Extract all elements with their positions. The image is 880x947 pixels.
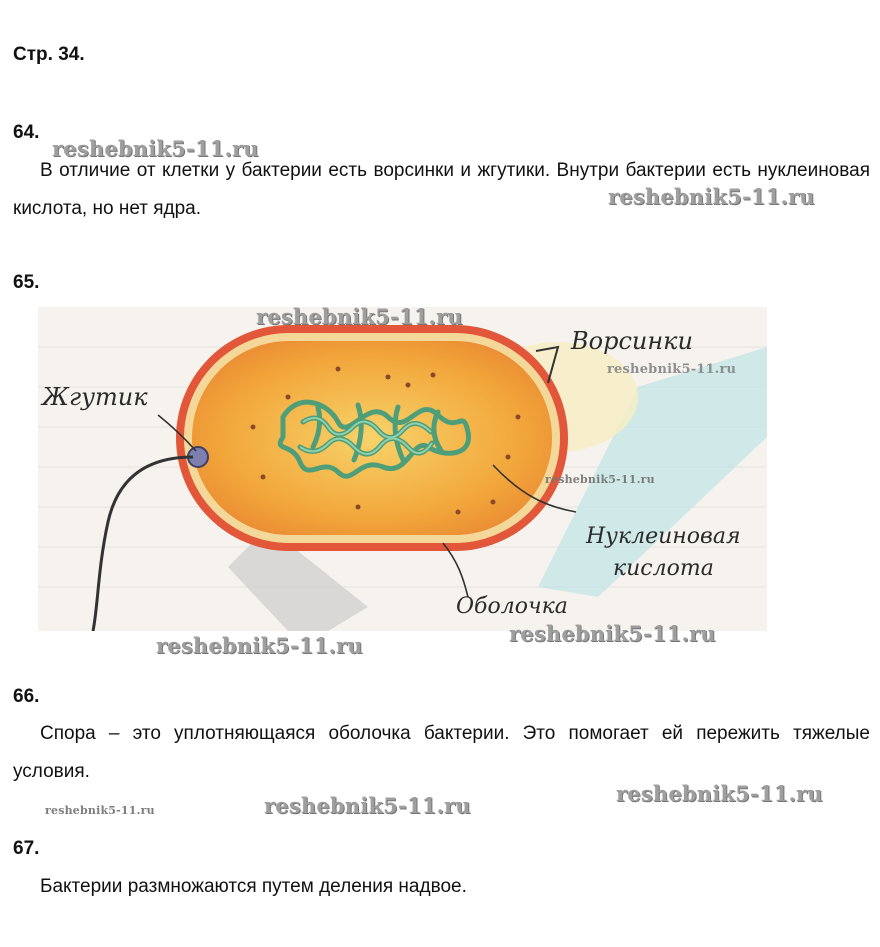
label-nucleic-acid-line1: Нуклеиновая <box>586 524 741 549</box>
task-64-answer: В отличие от клетки у бактерии есть ворсинки и жгутики. Внутри бактерии есть нуклеиновая кислота, но нет ядра. <box>13 160 870 219</box>
watermark: reshebnik5-11.ru <box>156 633 363 658</box>
label-villi: Ворсинки <box>571 327 693 355</box>
watermark: reshebnik5-11.ru <box>264 793 471 818</box>
task-number-64: 64. <box>13 122 40 143</box>
task-66-answer: Спора – это уплотняющаяся оболочка бактерии. Это помогает ей пережить тяжелые условия. <box>13 723 870 782</box>
page-title: Стр. 34. <box>13 44 85 65</box>
task-number-67: 67. <box>13 838 40 859</box>
watermark: reshebnik5-11.ru <box>509 621 716 646</box>
label-flagellum: Жгутик <box>42 383 148 411</box>
watermark: reshebnik5-11.ru <box>256 304 463 329</box>
watermark: reshebnik5-11.ru <box>52 136 259 161</box>
task-67-answer: Бактерии размножаются путем деления надвое. <box>40 876 467 897</box>
cytoplasm <box>192 341 552 535</box>
task-number-66: 66. <box>13 686 40 707</box>
label-nucleic-acid-line2: кислота <box>613 556 714 581</box>
task-number-65: 65. <box>13 272 40 293</box>
label-membrane: Оболочка <box>456 594 568 619</box>
bacterium-drawing <box>38 307 767 631</box>
watermark: reshebnik5-11.ru <box>616 781 823 806</box>
watermark: reshebnik5-11.ru <box>545 473 655 486</box>
watermark: reshebnik5-11.ru <box>607 362 737 377</box>
watermark: reshebnik5-11.ru <box>608 184 815 209</box>
watermark: reshebnik5-11.ru <box>45 804 155 817</box>
